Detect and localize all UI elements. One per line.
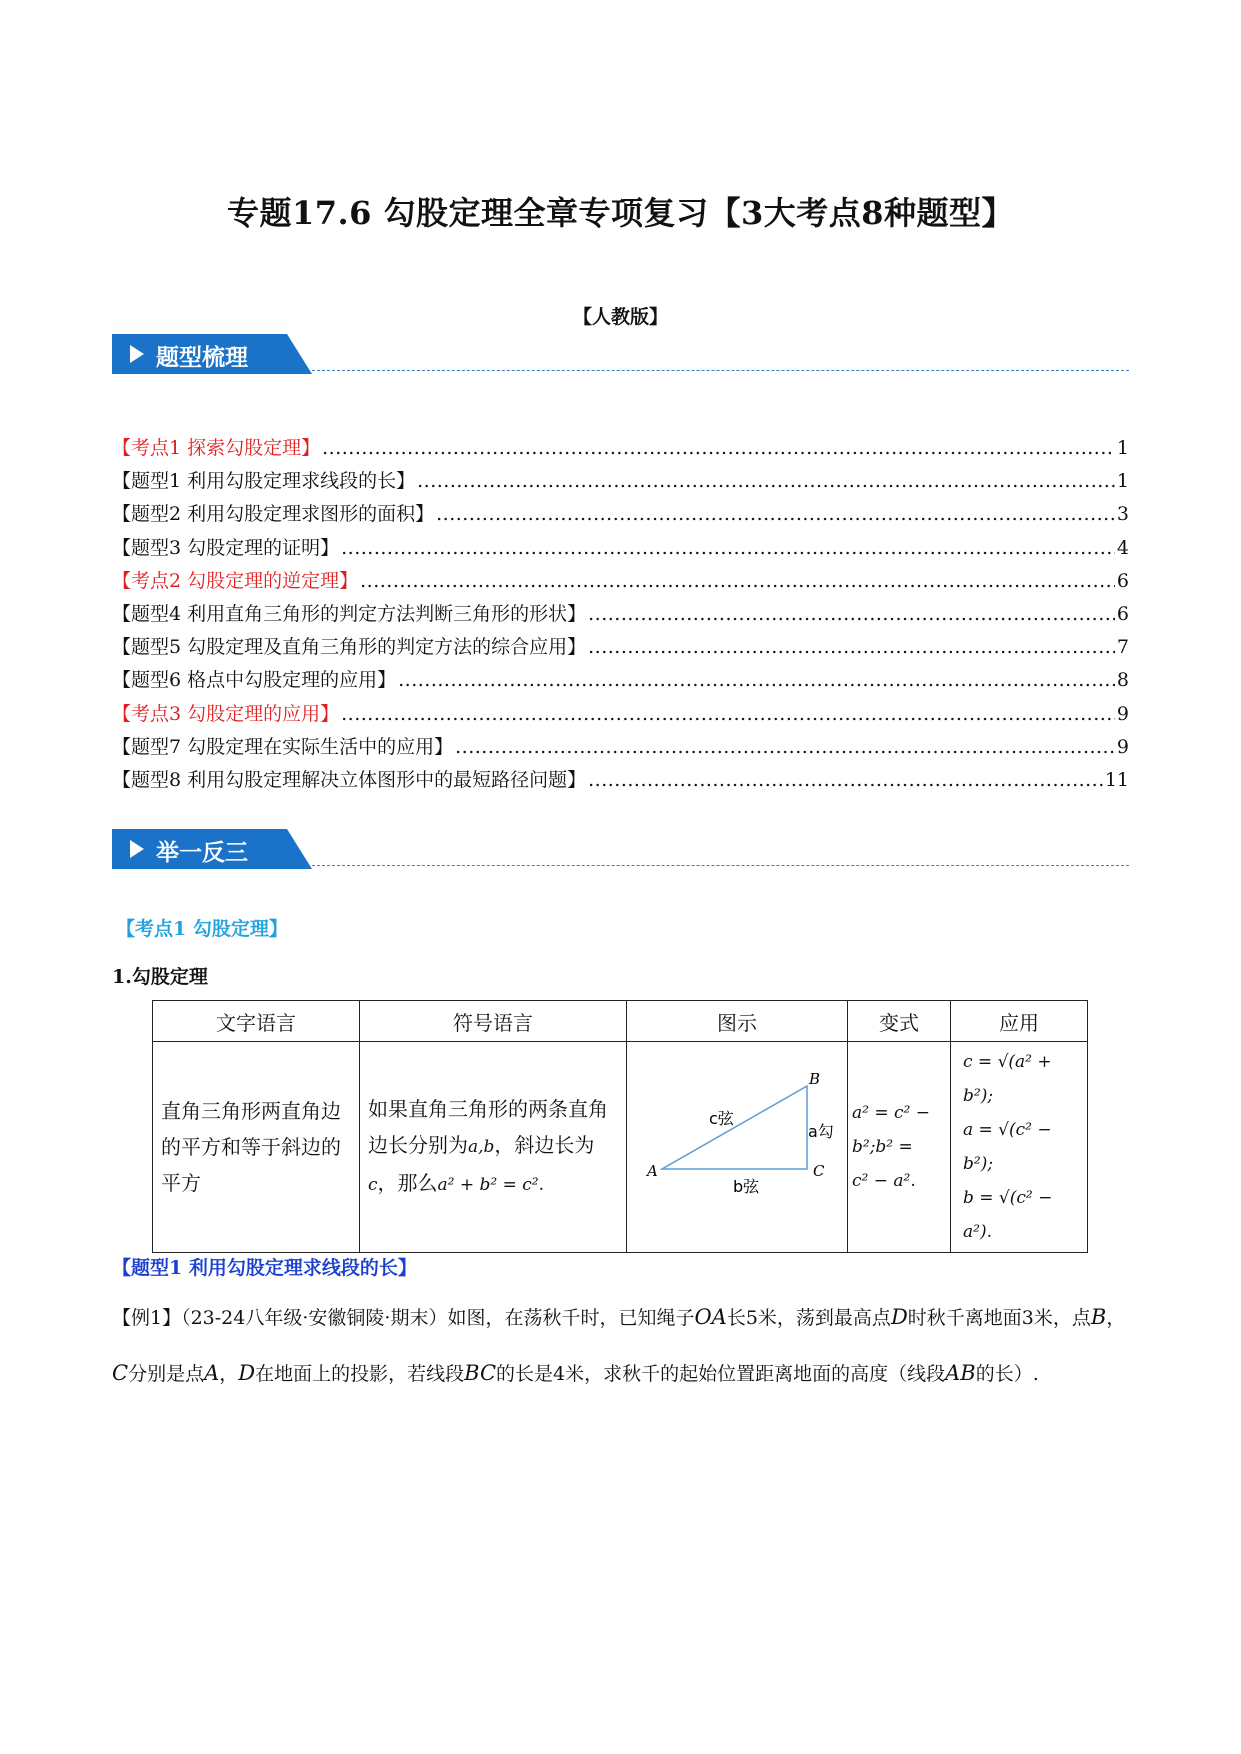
variant-line: c² − a².: [852, 1171, 916, 1191]
toc-leader-dots: [341, 532, 1115, 565]
section-banner-examples: [112, 829, 312, 869]
toc-page-number: 9: [1116, 702, 1129, 725]
vertex-label: C: [813, 1162, 825, 1180]
toc-page-number: 1: [1116, 437, 1129, 459]
toc-entry-title: 【题型1 利用勾股定理求线段的长】: [112, 470, 416, 493]
toc-leader-dots: [455, 731, 1115, 764]
example-text: 长5米，荡到最高点: [726, 1307, 891, 1329]
application-cell: [951, 1042, 1088, 1253]
toc-page-number: 1: [1116, 470, 1129, 493]
toc-entry[interactable]: [112, 565, 1129, 598]
document-title: 专题17.6 勾股定理全章专项复习【3大考点8种题型】: [226, 194, 1015, 232]
sub-heading: 1.勾股定理: [112, 966, 208, 988]
toc-leader-dots: [588, 598, 1115, 631]
toc-entry-title: 【题型8 利用勾股定理解决立体图形中的最短路径问题】: [112, 768, 587, 791]
toc-page-number: 6: [1116, 569, 1129, 592]
math-var: OA: [694, 1305, 727, 1329]
example-text: ，: [219, 1363, 239, 1385]
text-statement: 直角三角形两直角边的平方和等于斜边的平方: [161, 1099, 341, 1195]
example-text: 时秋千离地面3米，点: [907, 1307, 1091, 1329]
section-divider: [312, 865, 1129, 866]
toc-entry[interactable]: [112, 498, 1129, 531]
toc-page-number: 7: [1116, 636, 1129, 659]
math-var: BC: [464, 1361, 497, 1385]
toc-entry-title: 【题型3 勾股定理的证明】: [112, 536, 340, 559]
application-line: b = √(c² − a²).: [963, 1188, 1053, 1242]
section-title: 题型梳理: [156, 345, 248, 371]
example-text: 的长是4米，求秋千的起始位置距离地面的高度（线段: [496, 1363, 946, 1385]
table-of-contents: [112, 432, 1129, 797]
key-point-heading: 【考点1 勾股定理】: [116, 918, 288, 940]
table-header: 变式: [848, 1001, 951, 1042]
toc-entry[interactable]: [112, 631, 1129, 664]
play-arrow-icon: [130, 840, 144, 858]
math-var: B: [1090, 1305, 1107, 1329]
toc-leader-dots: [436, 498, 1115, 531]
toc-entry[interactable]: [112, 465, 1129, 498]
toc-leader-dots: [322, 432, 1115, 465]
variant-formulas: [848, 1096, 950, 1198]
toc-entry-title: 【题型4 利用直角三角形的判定方法判断三角形的形状】: [112, 602, 587, 625]
math-var: C: [112, 1361, 129, 1385]
pythagorean-theorem-table: [152, 1000, 1088, 1253]
math-var: A: [204, 1361, 220, 1385]
statement-part: ，斜边长为: [494, 1133, 595, 1157]
toc-page-number: 4: [1116, 536, 1129, 559]
statement-part: ，那么: [377, 1171, 438, 1195]
toc-page-number: 9: [1116, 735, 1129, 758]
variant-line: b²;b² =: [852, 1137, 913, 1157]
table-header: 符号语言: [360, 1001, 627, 1042]
toc-entry[interactable]: [112, 764, 1129, 797]
vertex-label: B: [809, 1070, 821, 1088]
statement-part: 如果直角三角形的两条直角边长分别为: [368, 1097, 608, 1157]
toc-page-number: 8: [1116, 669, 1129, 692]
toc-page-number: 3: [1116, 503, 1129, 526]
toc-page-number: 11: [1104, 768, 1129, 791]
toc-leader-dots: [417, 465, 1115, 498]
math-var: AB: [945, 1361, 976, 1385]
application-line: a = √(c² − b²);: [963, 1120, 1052, 1174]
vertex-label: A: [647, 1162, 658, 1180]
toc-entry[interactable]: [112, 532, 1129, 565]
table-header: 应用: [951, 1001, 1088, 1042]
text-language-cell: [153, 1042, 360, 1253]
example-problem: [112, 1290, 1132, 1402]
toc-entry-title: 【考点2 勾股定理的逆定理】: [112, 569, 359, 592]
toc-entry-title: 【题型5 勾股定理及直角三角形的判定方法的综合应用】: [112, 636, 587, 659]
application-line: c = √(a² + b²);: [963, 1052, 1052, 1106]
table-header: 图示: [627, 1001, 848, 1042]
math-var: D: [890, 1305, 908, 1329]
leg-a-label: a勾: [808, 1122, 834, 1141]
section-banner-question-types: [112, 334, 312, 374]
toc-leader-dots: [588, 631, 1115, 664]
toc-entry-title: 【考点1 探索勾股定理】: [112, 437, 321, 459]
application-formulas: [951, 1045, 1087, 1249]
symbol-language-cell: [360, 1042, 627, 1253]
edition-label: 【人教版】: [572, 306, 668, 328]
question-type-heading: 【题型1 利用勾股定理求线段的长】: [112, 1257, 417, 1279]
toc-entry-title: 【考点3 勾股定理的应用】: [112, 702, 340, 725]
toc-entry-title: 【题型6 格点中勾股定理的应用】: [112, 669, 397, 692]
toc-entry-title: 【题型2 利用勾股定理求图形的面积】: [112, 503, 435, 526]
toc-entry[interactable]: [112, 698, 1129, 731]
example-text: 的长）.: [975, 1363, 1039, 1385]
toc-leader-dots: [398, 664, 1115, 697]
right-triangle-diagram: [627, 1042, 847, 1247]
triangle-shape: [662, 1086, 807, 1169]
math-vars: a,b: [468, 1137, 495, 1157]
example-text: 在地面上的投影，若线段: [255, 1363, 465, 1385]
example-text: 【例1】（23-24八年级·安徽铜陵·期末）如图，在荡秋千时，已知绳子: [112, 1307, 695, 1329]
toc-entry[interactable]: [112, 731, 1129, 764]
example-text: ，: [1106, 1307, 1126, 1329]
toc-leader-dots: [341, 698, 1115, 731]
section-title: 举一反三: [156, 840, 248, 866]
example-text: 分别是点: [128, 1363, 205, 1385]
toc-entry[interactable]: [112, 432, 1129, 465]
leg-b-label: b弦: [733, 1177, 760, 1196]
symbol-statement: [360, 1091, 626, 1203]
toc-leader-dots: [360, 565, 1115, 598]
toc-entry[interactable]: [112, 598, 1129, 631]
table-header: 文字语言: [153, 1001, 360, 1042]
hypotenuse-label: c弦: [709, 1109, 734, 1128]
toc-leader-dots: [588, 764, 1103, 797]
toc-entry[interactable]: [112, 664, 1129, 697]
variant-cell: [848, 1042, 951, 1253]
math-var: c: [368, 1175, 378, 1195]
section-divider: [312, 370, 1129, 371]
math-formula: a² + b² = c².: [437, 1175, 545, 1195]
variant-line: a² = c² −: [852, 1103, 930, 1123]
math-var: D: [238, 1361, 256, 1385]
toc-page-number: 6: [1116, 602, 1129, 625]
diagram-cell: [627, 1042, 848, 1253]
play-arrow-icon: [130, 345, 144, 363]
toc-entry-title: 【题型7 勾股定理在实际生活中的应用】: [112, 735, 454, 758]
